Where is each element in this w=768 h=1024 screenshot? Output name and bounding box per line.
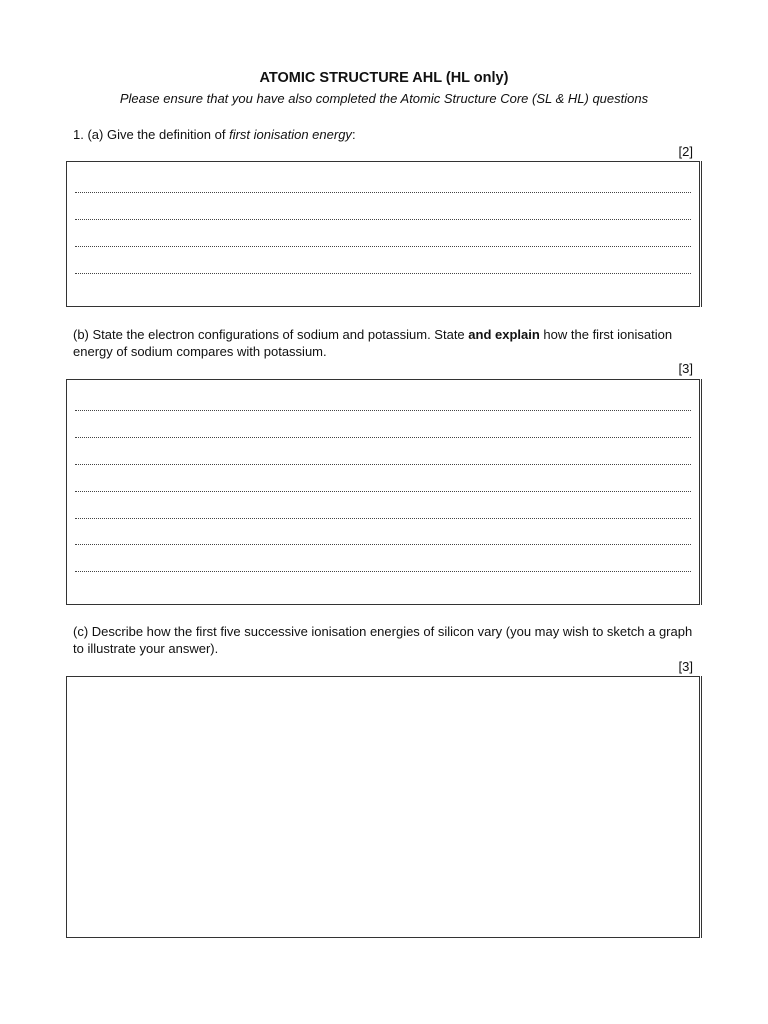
question-1a-prefix: 1. (a) Give the definition of [73,127,230,142]
answer-line [75,464,691,465]
answer-box-1b[interactable] [66,379,700,605]
question-1b-prefix: (b) State the electron configurations of sodium and potassium. State [73,327,469,342]
question-1b-emphasis: and explain [468,327,540,342]
answer-box-1c[interactable] [66,676,700,938]
answer-line [75,544,691,545]
answer-box-1a[interactable] [66,161,700,307]
answer-line [75,410,691,411]
question-1b [73,326,698,360]
page-subtitle: Please ensure that you have also completed the Atomic Structure Core (SL & HL) questions [119,91,649,106]
question-1b-marks: [3] [678,361,693,376]
page-title: ATOMIC STRUCTURE AHL (HL only) [259,70,509,86]
question-1a-marks: [2] [678,144,693,159]
question-1c: (c) Describe how the first five successive ionisation energies of silicon vary (you may wish to sketch a graph to illustrate your answer). [73,624,693,656]
question-1a-suffix: : [351,127,356,142]
answer-line [75,571,691,572]
answer-line [75,246,691,247]
question-1c-marks: [3] [678,659,693,674]
question-1a [73,126,698,143]
answer-line [75,518,691,519]
answer-line [75,273,691,274]
answer-line [75,219,691,220]
answer-line [75,491,691,492]
answer-line [75,192,691,193]
question-1b-suffix: how the first ionisation energy of sodium compares with potassium. [73,327,673,359]
answer-line [75,437,691,438]
question-1a-term: first ionisation energy [229,127,352,142]
